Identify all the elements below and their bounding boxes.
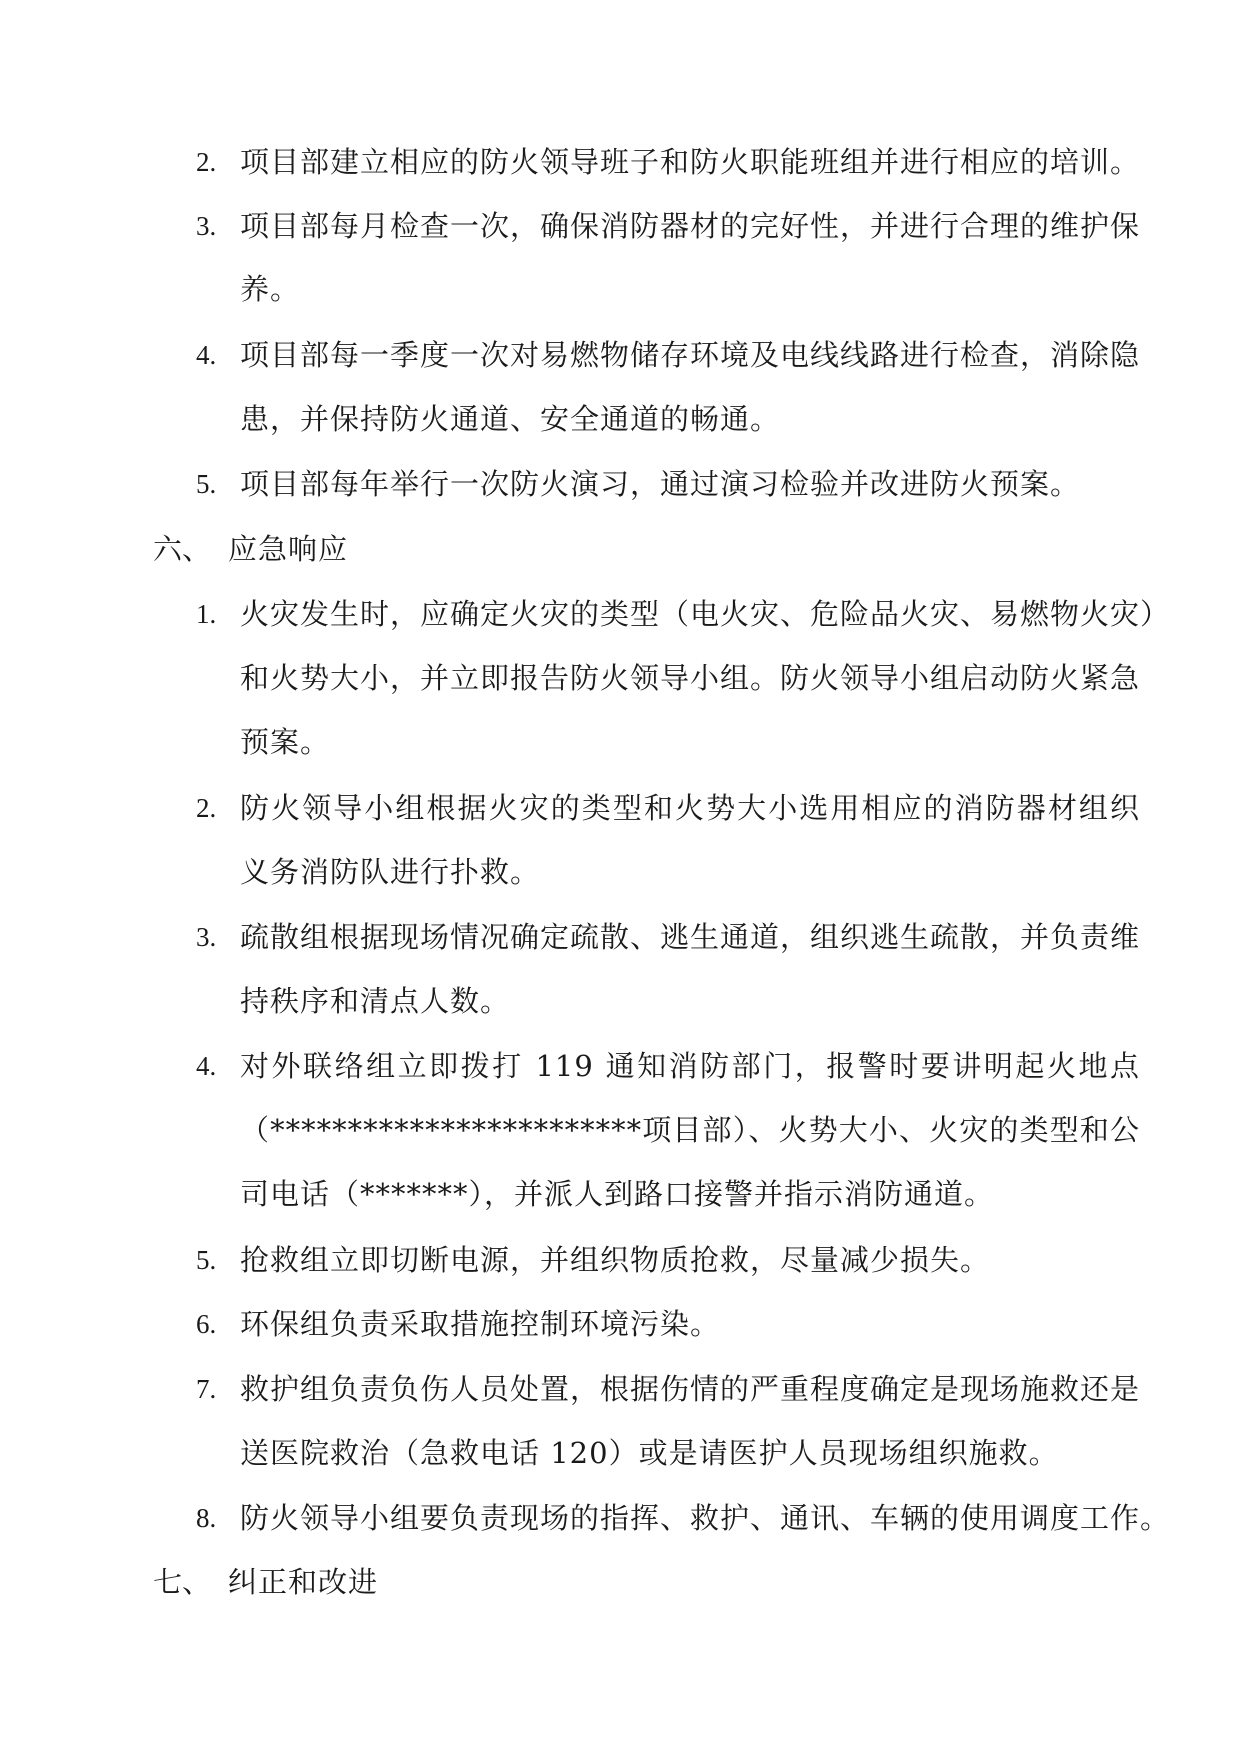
list-item-text: 义务消防队进行扑救。: [240, 855, 541, 889]
list-item-text: 对外联络组立即拨打 119 通知消防部门，报警时要讲明起火地点: [240, 1049, 1140, 1083]
list-item-text: （************************项目部）、火势大小、火灾的类型和公: [240, 1113, 1140, 1147]
list-item-text: 抢救组立即切断电源，并组织物质抢救，尽量减少损失。: [240, 1243, 991, 1277]
section-title: 应急响应: [228, 532, 349, 566]
list-item-text: 司电话（*******），并派人到路口接警并指示消防通道。: [240, 1177, 995, 1211]
section-number: 七、: [153, 1565, 212, 1599]
list-item-text: 持秩序和清点人数。: [240, 984, 511, 1018]
list-item-text: 疏散组根据现场情况确定疏散、逃生通道，组织逃生疏散，并负责维: [240, 920, 1141, 954]
list-item-text: 预案。: [240, 725, 331, 759]
list-item-number: 5.: [196, 469, 217, 499]
list-item-number: 8.: [196, 1503, 217, 1533]
list-item-text: 养。: [240, 272, 301, 306]
list-item-number: 6.: [196, 1309, 217, 1339]
list-item-text: 火灾发生时，应确定火灾的类型（电火灾、危险品火灾、易燃物火灾）: [240, 597, 1171, 631]
list-item-text: 项目部每年举行一次防火演习，通过演习检验并改进防火预案。: [240, 467, 1081, 501]
list-item-number: 5.: [196, 1245, 217, 1275]
list-item-text: 防火领导小组要负责现场的指挥、救护、通讯、车辆的使用调度工作。: [240, 1501, 1171, 1535]
list-item-text: 项目部每月检查一次，确保消防器材的完好性，并进行合理的维护保: [240, 209, 1141, 243]
list-item-number: 4.: [196, 340, 217, 370]
list-item-text: 项目部每一季度一次对易燃物储存环境及电线线路进行检查，消除隐: [240, 338, 1141, 372]
list-item-text: 防火领导小组根据火灾的类型和火势大小选用相应的消防器材组织: [240, 791, 1140, 825]
list-item-text: 送医院救治（急救电话 120）或是请医护人员现场组织施救。: [240, 1436, 1059, 1470]
list-item-number: 3.: [196, 211, 217, 241]
list-item-number: 2.: [196, 147, 217, 177]
list-item-number: 3.: [196, 922, 217, 952]
list-item-text: 救护组负责负伤人员处置，根据伤情的严重程度确定是现场施救还是: [240, 1372, 1141, 1406]
section-number: 六、: [153, 532, 212, 566]
list-item-number: 4.: [196, 1051, 217, 1081]
list-item-text: 环保组负责采取措施控制环境污染。: [240, 1307, 721, 1341]
list-item-text: 和火势大小，并立即报告防火领导小组。防火领导小组启动防火紧急: [240, 661, 1141, 695]
list-item-number: 7.: [196, 1374, 217, 1404]
list-item-text: 项目部建立相应的防火领导班子和防火职能班组并进行相应的培训。: [240, 145, 1141, 179]
list-item-number: 1.: [196, 599, 217, 629]
list-item-text: 患，并保持防火通道、安全通道的畅通。: [240, 402, 781, 436]
list-item-number: 2.: [196, 793, 217, 823]
section-title: 纠正和改进: [228, 1565, 379, 1599]
